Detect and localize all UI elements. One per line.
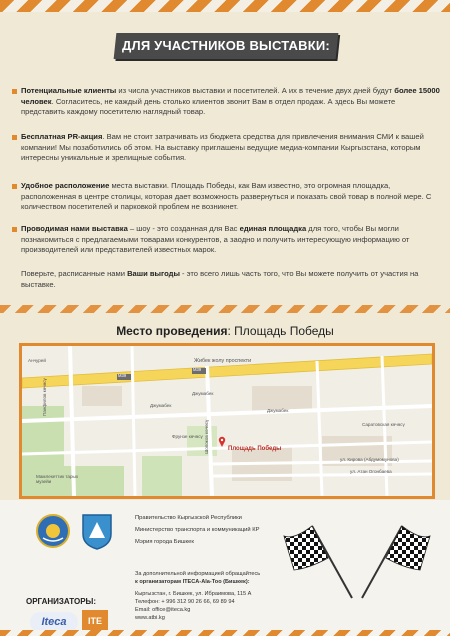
map-marker-label: Площадь Победы bbox=[228, 446, 282, 452]
benefit-location: Удобное расположение места выставки. Площадь Победы, как Вам известно, это огромная площадка, расположенная в центре столицы, которая дает возможность развернуться и показать свой товар в полной мере. С количеством посетителей и парковкой проблем не возникнет. bbox=[12, 181, 440, 213]
map-label: Фрунзе көчөсү bbox=[172, 434, 203, 439]
kyrgyz-emblem-icon bbox=[36, 514, 70, 548]
map-label: Мамлекеттик тарых музейи bbox=[36, 474, 79, 484]
footer bbox=[0, 500, 450, 636]
orange-bullet-icon bbox=[12, 135, 17, 140]
organizers-title: ОРГАНИЗАТОРЫ: bbox=[26, 597, 97, 606]
iteca-logo: Iteca bbox=[30, 612, 78, 632]
gov-line: Правительство Кыргызской Республики bbox=[135, 515, 242, 521]
bottom-decorative-stripe bbox=[0, 630, 450, 636]
benefit-pr: Бесплатная PR-акция. Вам не стоит затрачивать из бюджета средства для привлечения внимания СМИ к вашей компании! Мы позаботились об этом. На выставку приглашены ведущие медиа-компании Кыргызстана, которым интересны уникальные и зрелищные события. bbox=[12, 132, 440, 164]
benefit-clients: Потенциальные клиенты из числа участников выставки и посетителей. А их в течение двух дней будут более 15000 человек. Согласитесь, не каждый день столько клиентов звонит Вам в отдел продаж. А здесь Вы можете представить каждому посетителю наглядный товар. bbox=[12, 86, 440, 118]
map-label: Анчурей bbox=[28, 358, 46, 363]
phone: Телефон: + 996 312 90 26 66, 69 89 94 bbox=[135, 599, 235, 605]
address: Кыргызстан, г. Бишкек, ул. Ибраимова, 115 А bbox=[135, 591, 252, 597]
email-link[interactable]: Email: office@iteca.kg bbox=[135, 607, 191, 613]
park-area bbox=[187, 426, 217, 456]
park-area bbox=[142, 456, 182, 496]
map-label: Джумабек bbox=[192, 391, 214, 396]
map-label: Панфилов көчөсү bbox=[42, 378, 47, 416]
gov-line: Министерство транспорта и коммуникаций КР bbox=[135, 527, 260, 533]
contact-intro: к организаторам ITECA-Ala-Too (Бишкек): bbox=[135, 579, 250, 585]
map-label: Жибек жолу проспекти bbox=[194, 358, 252, 364]
benefit-platform: Проводимая нами выставка – шоу - это созданная для Вас единая площадка для того, чтобы Вы могли познакомиться с предлагаемыми товарами конкурентов, а заодно и получить интересующую информацию от производителей или представителей известных марок. bbox=[12, 224, 440, 256]
ite-logo: ITE bbox=[82, 610, 108, 632]
contact-intro: За дополнительной информацией обращайтесь bbox=[135, 571, 261, 577]
benefit-title: Проводимая нами выставка bbox=[21, 224, 128, 233]
website-link[interactable]: www.atbi.kg bbox=[135, 615, 165, 621]
page-title: ДЛЯ УЧАСТНИКОВ ВЫСТАВКИ: bbox=[122, 38, 330, 53]
bishkek-emblem-icon bbox=[80, 512, 114, 550]
venue-heading: Место проведения: Площадь Победы bbox=[116, 324, 334, 338]
benefit-title: Бесплатная PR-акция bbox=[21, 132, 103, 141]
map-label: ул. Атан Огонбаева bbox=[350, 469, 392, 474]
map-label: ул. Кирова (Абдумомунова) bbox=[340, 457, 399, 462]
checkered-flags-icon bbox=[282, 518, 432, 608]
orange-bullet-icon bbox=[12, 227, 17, 232]
map-label: Саратовская көчөсү bbox=[362, 422, 405, 427]
section-divider-stripe bbox=[0, 305, 450, 313]
gov-line: Мэрия города Бишкек bbox=[135, 539, 194, 545]
venue-map[interactable] bbox=[19, 343, 435, 499]
map-label: M39 bbox=[118, 373, 127, 378]
map-label: Джумабек bbox=[267, 408, 289, 413]
map-label: M39 bbox=[193, 367, 202, 372]
map-label: Шопоков көчөсү bbox=[204, 419, 209, 454]
closing-paragraph: Поверьте, расписанные нами Ваши выгоды - это всего лишь часть того, что Вы можете получить от участия на выставке. bbox=[21, 269, 419, 289]
benefit-title: Потенциальные клиенты bbox=[21, 86, 117, 95]
orange-bullet-icon bbox=[12, 89, 17, 94]
benefit-title: Удобное расположение bbox=[21, 181, 110, 190]
top-decorative-stripe bbox=[0, 0, 450, 12]
orange-bullet-icon bbox=[12, 184, 17, 189]
map-label: Джумабек bbox=[150, 403, 172, 408]
